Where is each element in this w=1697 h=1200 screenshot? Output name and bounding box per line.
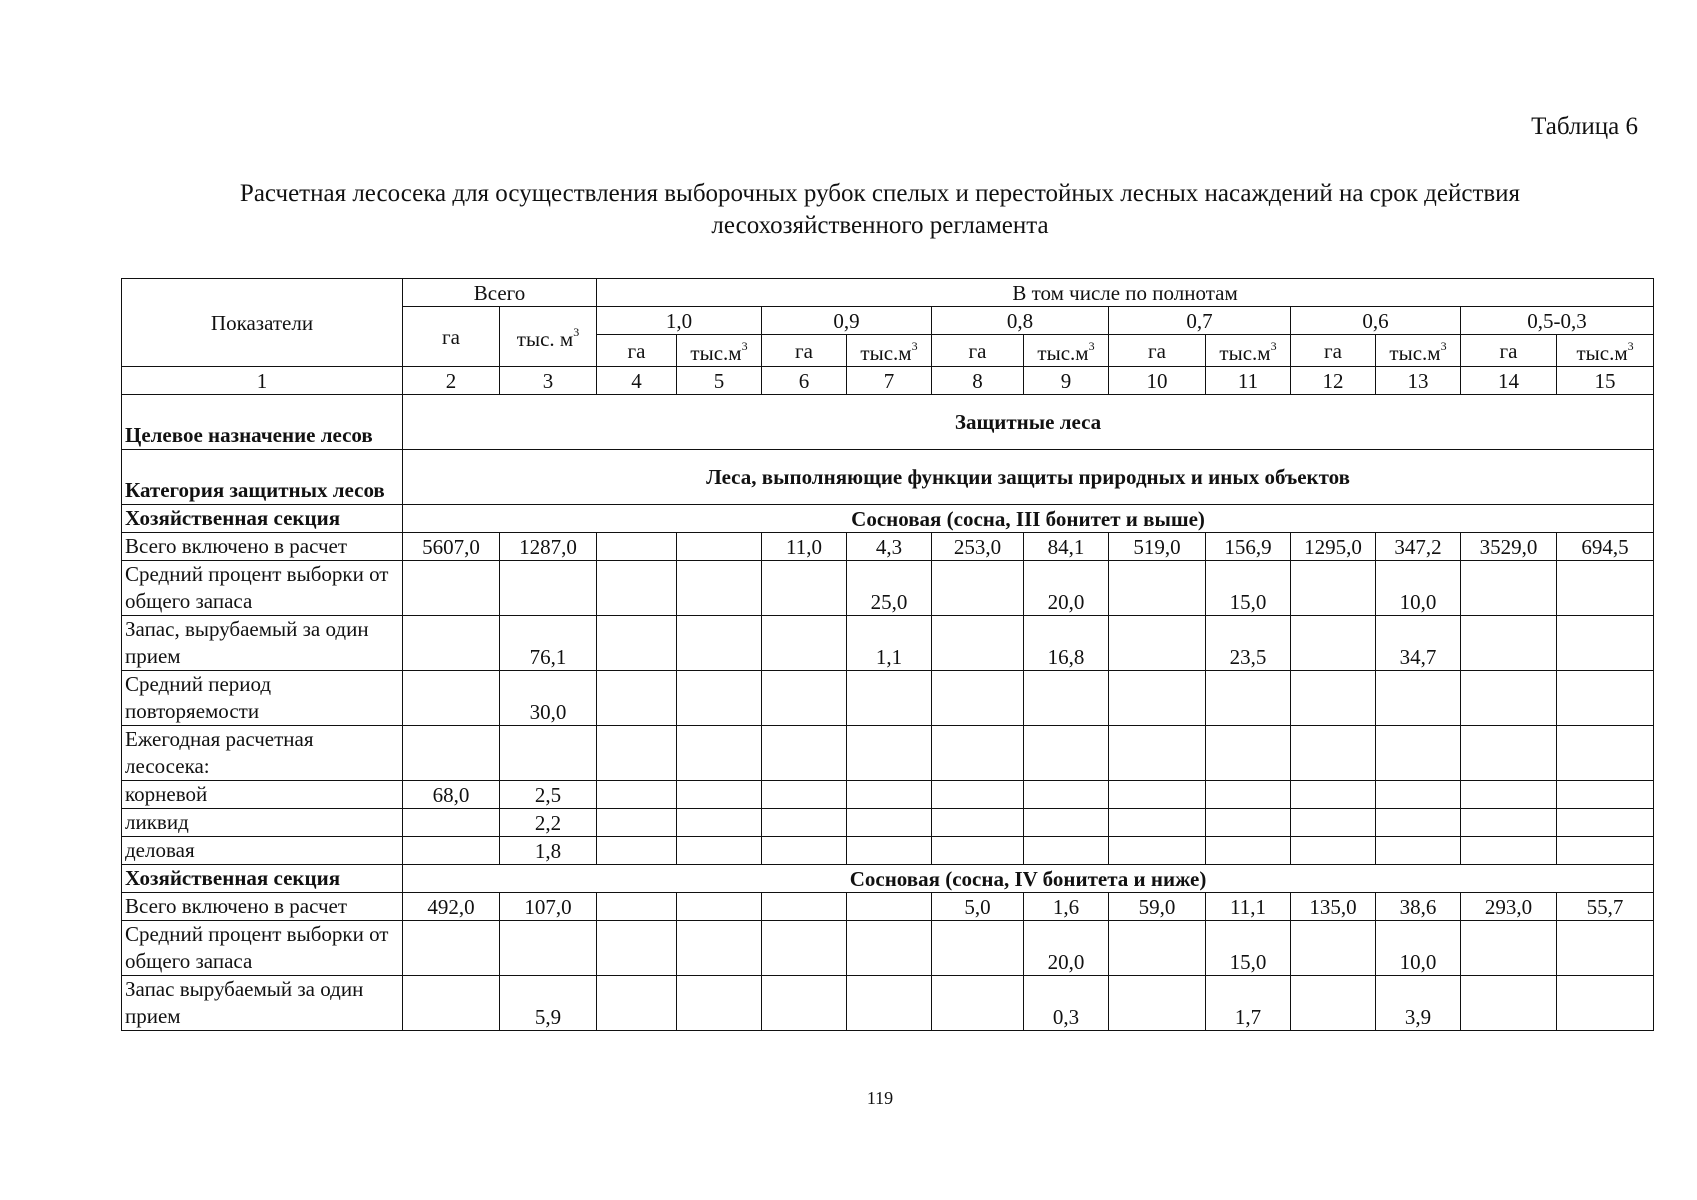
column-number-cell: 9: [1024, 367, 1109, 395]
table-cell: [847, 837, 932, 865]
table-row: [122, 671, 1654, 726]
column-number-cell: 6: [762, 367, 847, 395]
table-cell: 5,0: [932, 893, 1024, 921]
table-cell: [677, 533, 762, 561]
table-cell: [1109, 976, 1206, 1031]
table-cell: 4,3: [847, 533, 932, 561]
table-cell: [762, 809, 847, 837]
table-cell: [932, 921, 1024, 976]
table-cell: [1376, 781, 1461, 809]
column-number-cell: 11: [1206, 367, 1291, 395]
table-cell: [1024, 671, 1109, 726]
table-cell: [847, 976, 932, 1031]
table-cell: 76,1: [500, 616, 597, 671]
table-cell: [597, 837, 677, 865]
table-cell: [677, 616, 762, 671]
volume-header: $тыс.м^3$: [677, 335, 762, 367]
column-numbers-row: [122, 367, 1654, 395]
table-cell: [1024, 781, 1109, 809]
total-volume-header: тыс. $м^3$: [500, 307, 597, 367]
table-row: [122, 837, 1654, 865]
table-cell: [1461, 837, 1557, 865]
table-cell: 1,8: [500, 837, 597, 865]
table-cell: [1557, 781, 1654, 809]
table-cell: [500, 726, 597, 781]
table-cell: 20,0: [1024, 561, 1109, 616]
table-cell: [677, 726, 762, 781]
table-cell: [762, 921, 847, 976]
row-label: Средний период повторяемости: [122, 671, 403, 726]
table-cell: [762, 976, 847, 1031]
title-line-2: лесохозяйственного регламента: [711, 212, 1049, 239]
table-cell: [847, 781, 932, 809]
table-cell: [1557, 616, 1654, 671]
volume-header: $тыс.м^3$: [1557, 335, 1654, 367]
table-cell: 34,7: [1376, 616, 1461, 671]
volume-header: $тыс.м^3$: [847, 335, 932, 367]
table-cell: [677, 837, 762, 865]
table-cell: [1461, 921, 1557, 976]
column-number-cell: 7: [847, 367, 932, 395]
section-value: Сосновая (сосна, IV бонитета и ниже): [403, 865, 1654, 893]
table-cell: [1206, 726, 1291, 781]
table-cell: [677, 561, 762, 616]
table-cell: [762, 726, 847, 781]
table-cell: [1461, 809, 1557, 837]
table-cell: [1109, 809, 1206, 837]
table-cell: [1109, 837, 1206, 865]
table-cell: [1109, 616, 1206, 671]
row-label: Запас, вырубаемый за один прием: [122, 616, 403, 671]
table-cell: [762, 837, 847, 865]
table-cell: [403, 976, 500, 1031]
table-cell: 3,9: [1376, 976, 1461, 1031]
table-cell: [597, 726, 677, 781]
column-number-cell: 8: [932, 367, 1024, 395]
row-label: Всего включено в расчет: [122, 893, 403, 921]
section-value: Сосновая (сосна, III бонитет и выше): [403, 505, 1654, 533]
section-row: [122, 865, 1654, 893]
table-cell: 1295,0: [1291, 533, 1376, 561]
page-number: 119: [866, 1088, 894, 1108]
table-cell: [1206, 837, 1291, 865]
table-cell: [1376, 671, 1461, 726]
table-cell: 5,9: [500, 976, 597, 1031]
ha-header: га: [932, 335, 1024, 367]
table-row: [122, 921, 1654, 976]
table-cell: 3529,0: [1461, 533, 1557, 561]
table-cell: [932, 837, 1024, 865]
table-cell: [597, 616, 677, 671]
purpose-label: Целевое назначение лесов: [122, 395, 403, 450]
table-cell: [932, 781, 1024, 809]
table-cell: [500, 921, 597, 976]
table-cell: [597, 561, 677, 616]
ha-header: га: [597, 335, 677, 367]
table-cell: [1557, 726, 1654, 781]
column-number-cell: 13: [1376, 367, 1461, 395]
table-row: [122, 616, 1654, 671]
ha-header: га: [1461, 335, 1557, 367]
category-value: Леса, выполняющие функции защиты природных и иных объектов: [403, 450, 1654, 505]
table-cell: [1461, 671, 1557, 726]
table-cell: 2,2: [500, 809, 597, 837]
row-label: Запас вырубаемый за один прием: [122, 976, 403, 1031]
table-cell: [1461, 561, 1557, 616]
table-cell: 16,8: [1024, 616, 1109, 671]
table-cell: [1557, 976, 1654, 1031]
table-cell: [932, 809, 1024, 837]
table-cell: [1024, 726, 1109, 781]
column-number-cell: 3: [500, 367, 597, 395]
column-number-cell: 1: [122, 367, 403, 395]
table-cell: [1291, 561, 1376, 616]
table-cell: 1,6: [1024, 893, 1109, 921]
volume-header: $тыс.м^3$: [1376, 335, 1461, 367]
table-cell: [932, 616, 1024, 671]
column-number-cell: 14: [1461, 367, 1557, 395]
row-label: Средний процент выборки от общего запаса: [122, 921, 403, 976]
table-cell: [1291, 837, 1376, 865]
table-cell: 107,0: [500, 893, 597, 921]
table-cell: [1109, 726, 1206, 781]
table-cell: [932, 561, 1024, 616]
table-cell: [597, 533, 677, 561]
table-cell: [1557, 561, 1654, 616]
table-cell: 38,6: [1376, 893, 1461, 921]
table-cell: [597, 781, 677, 809]
table-cell: [1461, 781, 1557, 809]
column-number-cell: 15: [1557, 367, 1654, 395]
table-cell: [1557, 837, 1654, 865]
purpose-row: [122, 395, 1654, 450]
table-cell: [1461, 976, 1557, 1031]
density-header: 0,8: [932, 307, 1109, 335]
table-cell: 492,0: [403, 893, 500, 921]
table-cell: [403, 837, 500, 865]
table-cell: [403, 671, 500, 726]
table-cell: [403, 809, 500, 837]
table-cell: [1461, 726, 1557, 781]
table-cell: 68,0: [403, 781, 500, 809]
table-cell: [1291, 809, 1376, 837]
table-cell: [932, 976, 1024, 1031]
volume-header: $тыс.м^3$: [1206, 335, 1291, 367]
table-cell: [1109, 781, 1206, 809]
indicators-header: Показатели: [122, 279, 403, 367]
table-cell: [847, 893, 932, 921]
table-cell: [847, 726, 932, 781]
density-header: 1,0: [597, 307, 762, 335]
table-cell: [1024, 837, 1109, 865]
title-line-1: Расчетная лесосека для осуществления выборочных рубок спелых и перестойных лесных насаждений на срок действия: [239, 180, 1521, 207]
table-cell: 293,0: [1461, 893, 1557, 921]
table-cell: 347,2: [1376, 533, 1461, 561]
table-cell: [1291, 976, 1376, 1031]
table-cell: [677, 921, 762, 976]
table-cell: [762, 781, 847, 809]
category-row: [122, 450, 1654, 505]
table-cell: [1206, 781, 1291, 809]
table-row: [122, 781, 1654, 809]
block-1: [122, 533, 1654, 865]
table-cell: [762, 616, 847, 671]
column-number-cell: 2: [403, 367, 500, 395]
table-cell: [597, 809, 677, 837]
section-label: Хозяйственная секция: [122, 865, 403, 893]
ha-header: га: [762, 335, 847, 367]
header-row-1: [122, 279, 1654, 307]
table-cell: 59,0: [1109, 893, 1206, 921]
table-cell: [1557, 671, 1654, 726]
table-cell: [762, 671, 847, 726]
total-ha-header: га: [403, 307, 500, 367]
row-label: Средний процент выборки от общего запаса: [122, 561, 403, 616]
table-cell: [932, 671, 1024, 726]
density-header: 0,6: [1291, 307, 1461, 335]
table-cell: 135,0: [1291, 893, 1376, 921]
table-cell: [1109, 671, 1206, 726]
table-cell: [1557, 809, 1654, 837]
section-label: Хозяйственная секция: [122, 505, 403, 533]
table-cell: 1287,0: [500, 533, 597, 561]
table-row: [122, 976, 1654, 1031]
table-cell: [597, 671, 677, 726]
table-cell: 55,7: [1557, 893, 1654, 921]
table-cell: [1291, 671, 1376, 726]
table-cell: [677, 781, 762, 809]
table-cell: 11,1: [1206, 893, 1291, 921]
block-2: [122, 893, 1654, 1031]
row-label: ликвид: [122, 809, 403, 837]
table-cell: [1024, 809, 1109, 837]
table-cell: [677, 976, 762, 1031]
table-row: [122, 893, 1654, 921]
table-cell: 694,5: [1557, 533, 1654, 561]
table-row: [122, 561, 1654, 616]
table-cell: [847, 921, 932, 976]
table-cell: [1557, 921, 1654, 976]
table-cell: [403, 616, 500, 671]
table-cell: 519,0: [1109, 533, 1206, 561]
ha-header: га: [1291, 335, 1376, 367]
row-label: Всего включено в расчет: [122, 533, 403, 561]
table-cell: 1,1: [847, 616, 932, 671]
table-cell: [403, 726, 500, 781]
table-cell: [597, 921, 677, 976]
column-number-cell: 5: [677, 367, 762, 395]
column-number-cell: 4: [597, 367, 677, 395]
table-cell: [1291, 616, 1376, 671]
table-cell: [1109, 921, 1206, 976]
table-cell: [500, 561, 597, 616]
table-cell: [597, 976, 677, 1031]
table-cell: [847, 809, 932, 837]
table-cell: [1376, 837, 1461, 865]
density-header: 0,9: [762, 307, 932, 335]
density-header: 0,7: [1109, 307, 1291, 335]
table-cell: 2,5: [500, 781, 597, 809]
table-cell: [1291, 921, 1376, 976]
table-row: [122, 533, 1654, 561]
table-cell: [403, 561, 500, 616]
table-cell: [1376, 809, 1461, 837]
table-cell: 25,0: [847, 561, 932, 616]
column-number-cell: 12: [1291, 367, 1376, 395]
table-cell: 10,0: [1376, 561, 1461, 616]
table-cell: [1206, 809, 1291, 837]
table-label: Таблица 6: [1531, 113, 1638, 140]
table-cell: 20,0: [1024, 921, 1109, 976]
table-cell: 10,0: [1376, 921, 1461, 976]
density-header: 0,5-0,3: [1461, 307, 1654, 335]
table-cell: [677, 671, 762, 726]
table-cell: 23,5: [1206, 616, 1291, 671]
table-cell: 30,0: [500, 671, 597, 726]
table-cell: [762, 561, 847, 616]
table-cell: 15,0: [1206, 561, 1291, 616]
table-cell: [403, 921, 500, 976]
table-cell: [1376, 726, 1461, 781]
by-density-header: В том числе по полнотам: [597, 279, 1654, 307]
table-cell: 15,0: [1206, 921, 1291, 976]
table-row: [122, 726, 1654, 781]
total-header: Всего: [403, 279, 597, 307]
table-cell: [1206, 671, 1291, 726]
document-title: [120, 178, 1640, 242]
table-cell: 84,1: [1024, 533, 1109, 561]
table-cell: [1291, 781, 1376, 809]
category-label: Категория защитных лесов: [122, 450, 403, 505]
table-cell: [932, 726, 1024, 781]
table-cell: [597, 893, 677, 921]
row-label: корневой: [122, 781, 403, 809]
column-number-cell: 10: [1109, 367, 1206, 395]
table-cell: 156,9: [1206, 533, 1291, 561]
table-cell: [847, 671, 932, 726]
table-cell: [1291, 726, 1376, 781]
table-row: [122, 809, 1654, 837]
volume-header: $тыс.м^3$: [1024, 335, 1109, 367]
table-cell: 0,3: [1024, 976, 1109, 1031]
table-cell: [1461, 616, 1557, 671]
row-label: Ежегодная расчетная лесосека:: [122, 726, 403, 781]
ha-header: га: [1109, 335, 1206, 367]
table-cell: 11,0: [762, 533, 847, 561]
allowable-cut-table: [121, 278, 1654, 1031]
table-cell: [762, 893, 847, 921]
table-cell: 1,7: [1206, 976, 1291, 1031]
row-label: деловая: [122, 837, 403, 865]
table-cell: 253,0: [932, 533, 1024, 561]
purpose-value: Защитные леса: [403, 395, 1654, 450]
table-cell: [1109, 561, 1206, 616]
section-row: [122, 505, 1654, 533]
table-cell: [677, 809, 762, 837]
table-cell: 5607,0: [403, 533, 500, 561]
table-cell: [677, 893, 762, 921]
